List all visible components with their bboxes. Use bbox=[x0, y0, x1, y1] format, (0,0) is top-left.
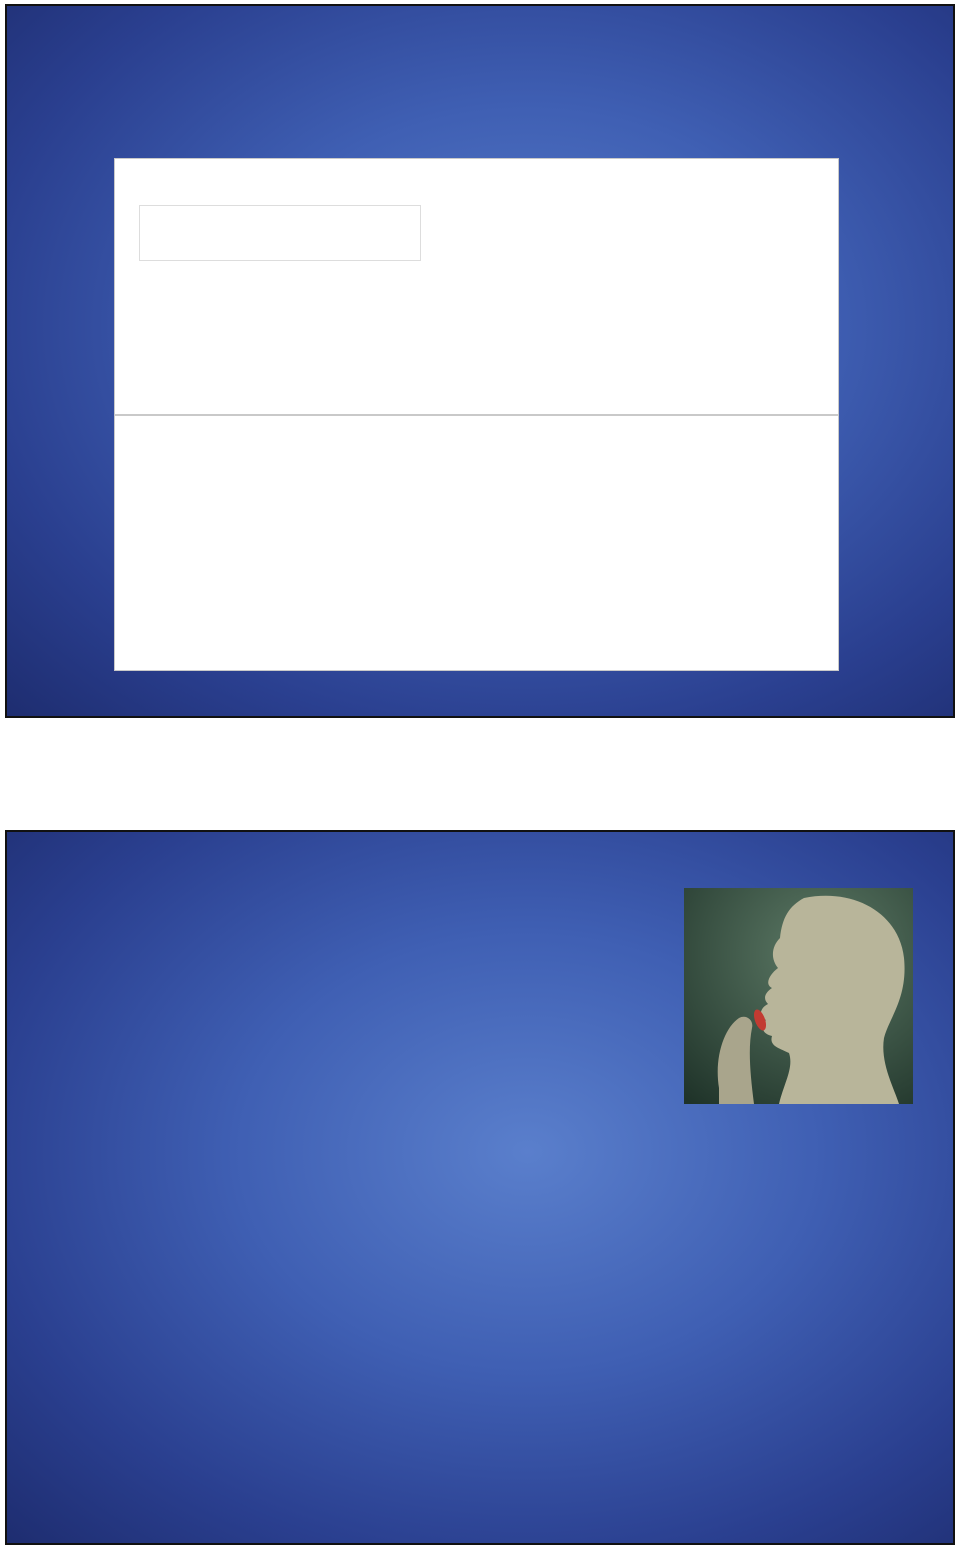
redacted-patient-label bbox=[139, 205, 421, 261]
pills-head-picture bbox=[684, 888, 913, 1104]
ecg-strip-limb-leads bbox=[114, 158, 839, 415]
slide-ecg bbox=[5, 4, 955, 718]
ecg-trace-chest-leads bbox=[115, 416, 838, 670]
pills-head-image bbox=[684, 888, 913, 1104]
ecg-trace-limb-leads bbox=[115, 159, 838, 414]
slide-treatment bbox=[5, 830, 955, 1545]
ecg-strip-chest-leads bbox=[114, 415, 839, 671]
